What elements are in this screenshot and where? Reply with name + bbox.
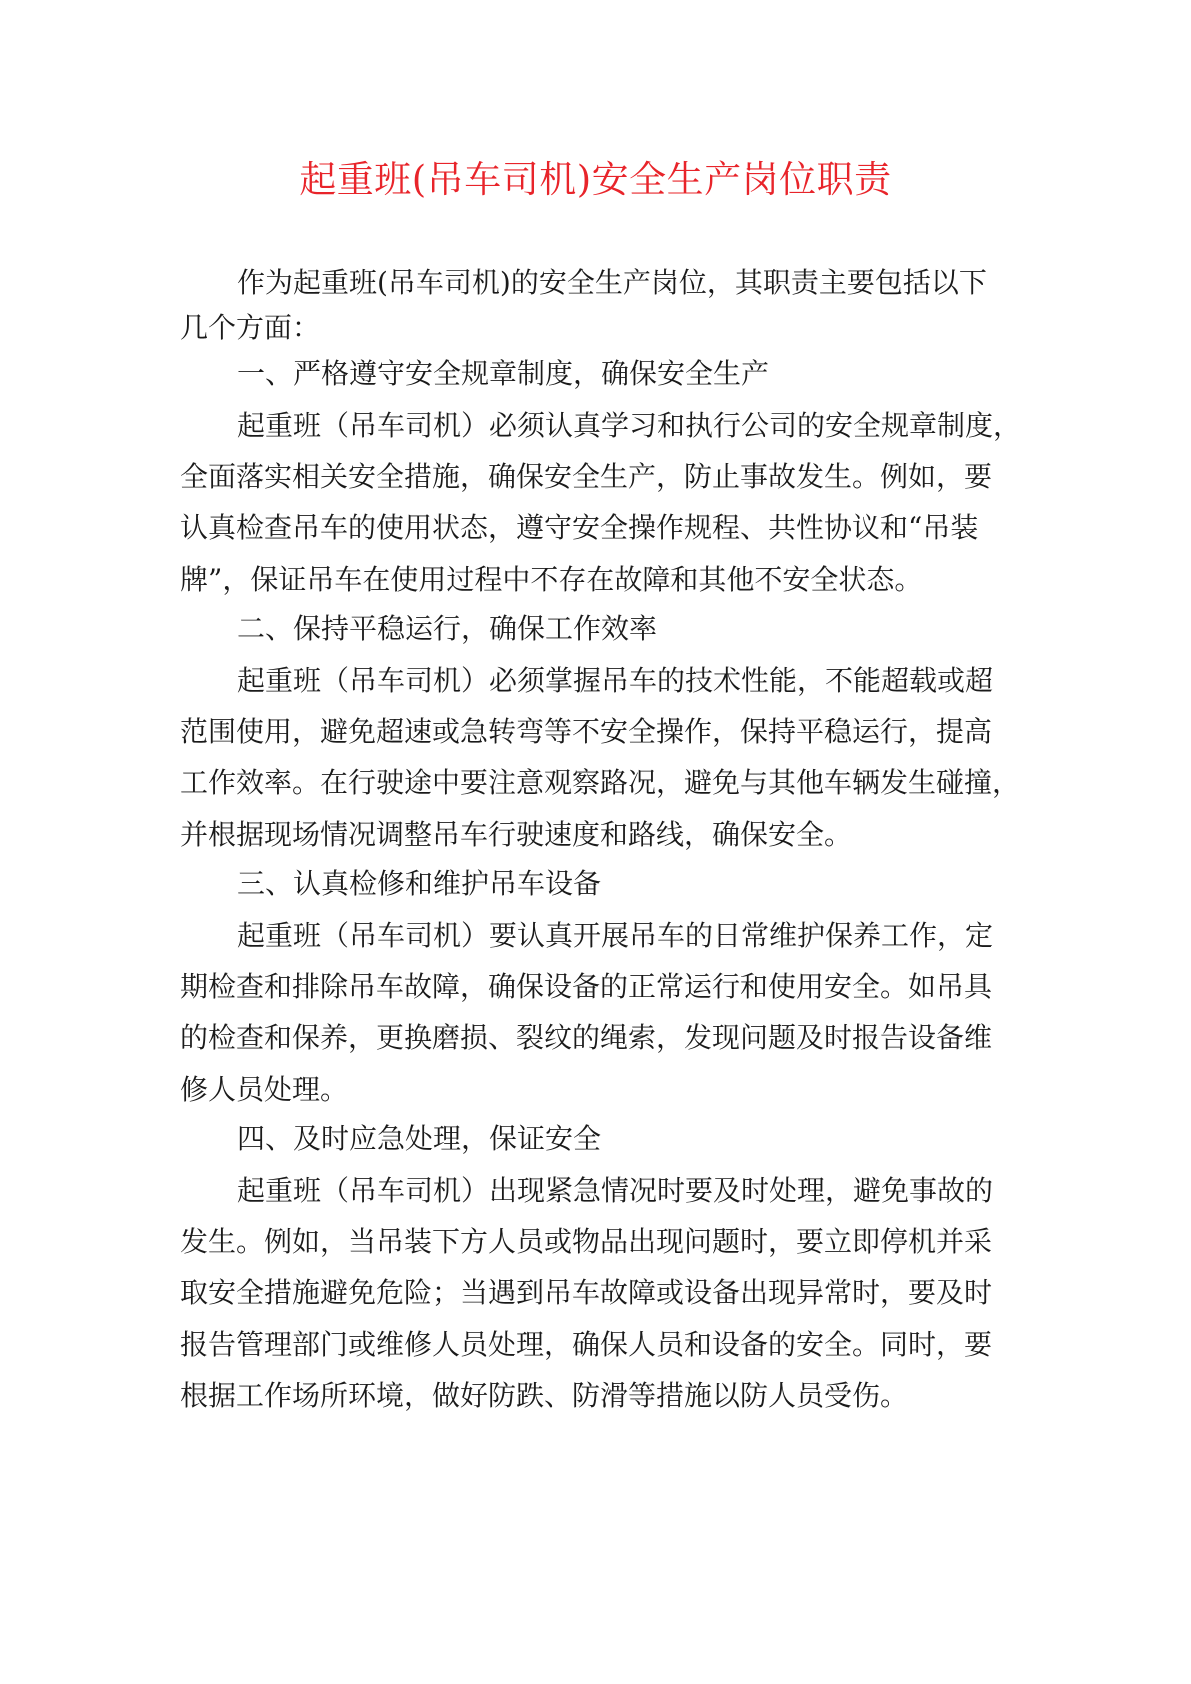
section-1-line-4: 牌”，保证吊车在使用过程中不存在故障和其他不安全状态。 <box>180 563 923 596</box>
section-heading-3: 三、认真检修和维护吊车设备 <box>237 867 602 900</box>
section-heading-1: 一、严格遵守安全规章制度，确保安全生产 <box>237 357 770 390</box>
intro-line-1: 作为起重班(吊车司机)的安全生产岗位，其职责主要包括以下 <box>237 266 987 299</box>
section-1-line-1: 起重班（吊车司机）必须认真学习和执行公司的安全规章制度， <box>237 409 1022 442</box>
section-2-line-3: 工作效率。在行驶途中要注意观察路况，避免与其他车辆发生碰撞， <box>180 766 1021 799</box>
document-title: 起重班(吊车司机)安全生产岗位职责 <box>299 158 892 201</box>
section-2-line-4: 并根据现场情况调整吊车行驶速度和路线，确保安全。 <box>180 818 853 851</box>
section-heading-2: 二、保持平稳运行，确保工作效率 <box>237 612 658 645</box>
section-2-line-2: 范围使用，避免超速或急转弯等不安全操作，保持平稳运行，提高 <box>180 715 993 748</box>
section-4-line-5: 根据工作场所环境，做好防跌、防滑等措施以防人员受伤。 <box>180 1379 909 1412</box>
section-3-line-4: 修人员处理。 <box>180 1073 349 1106</box>
section-4-line-2: 发生。例如，当吊装下方人员或物品出现问题时，要立即停机并采 <box>180 1225 993 1258</box>
intro-line-2: 几个方面： <box>180 311 321 344</box>
section-1-line-2: 全面落实相关安全措施，确保安全生产，防止事故发生。例如，要 <box>180 460 993 493</box>
section-4-line-3: 取安全措施避免危险；当遇到吊车故障或设备出现异常时，要及时 <box>180 1276 993 1309</box>
section-4-line-1: 起重班（吊车司机）出现紧急情况时要及时处理，避免事故的 <box>237 1174 994 1207</box>
section-3-line-3: 的检查和保养，更换磨损、裂纹的绳索，发现问题及时报告设备维 <box>180 1021 993 1054</box>
section-3-line-1: 起重班（吊车司机）要认真开展吊车的日常维护保养工作，定 <box>237 919 994 952</box>
section-1-line-3: 认真检查吊车的使用状态，遵守安全操作规程、共性协议和“吊装 <box>180 511 979 544</box>
section-3-line-2: 期检查和排除吊车故障，确保设备的正常运行和使用安全。如吊具 <box>180 970 993 1003</box>
section-4-line-4: 报告管理部门或维修人员处理，确保人员和设备的安全。同时，要 <box>180 1328 993 1361</box>
section-heading-4: 四、及时应急处理，保证安全 <box>237 1122 602 1155</box>
section-2-line-1: 起重班（吊车司机）必须掌握吊车的技术性能，不能超载或超 <box>237 664 994 697</box>
